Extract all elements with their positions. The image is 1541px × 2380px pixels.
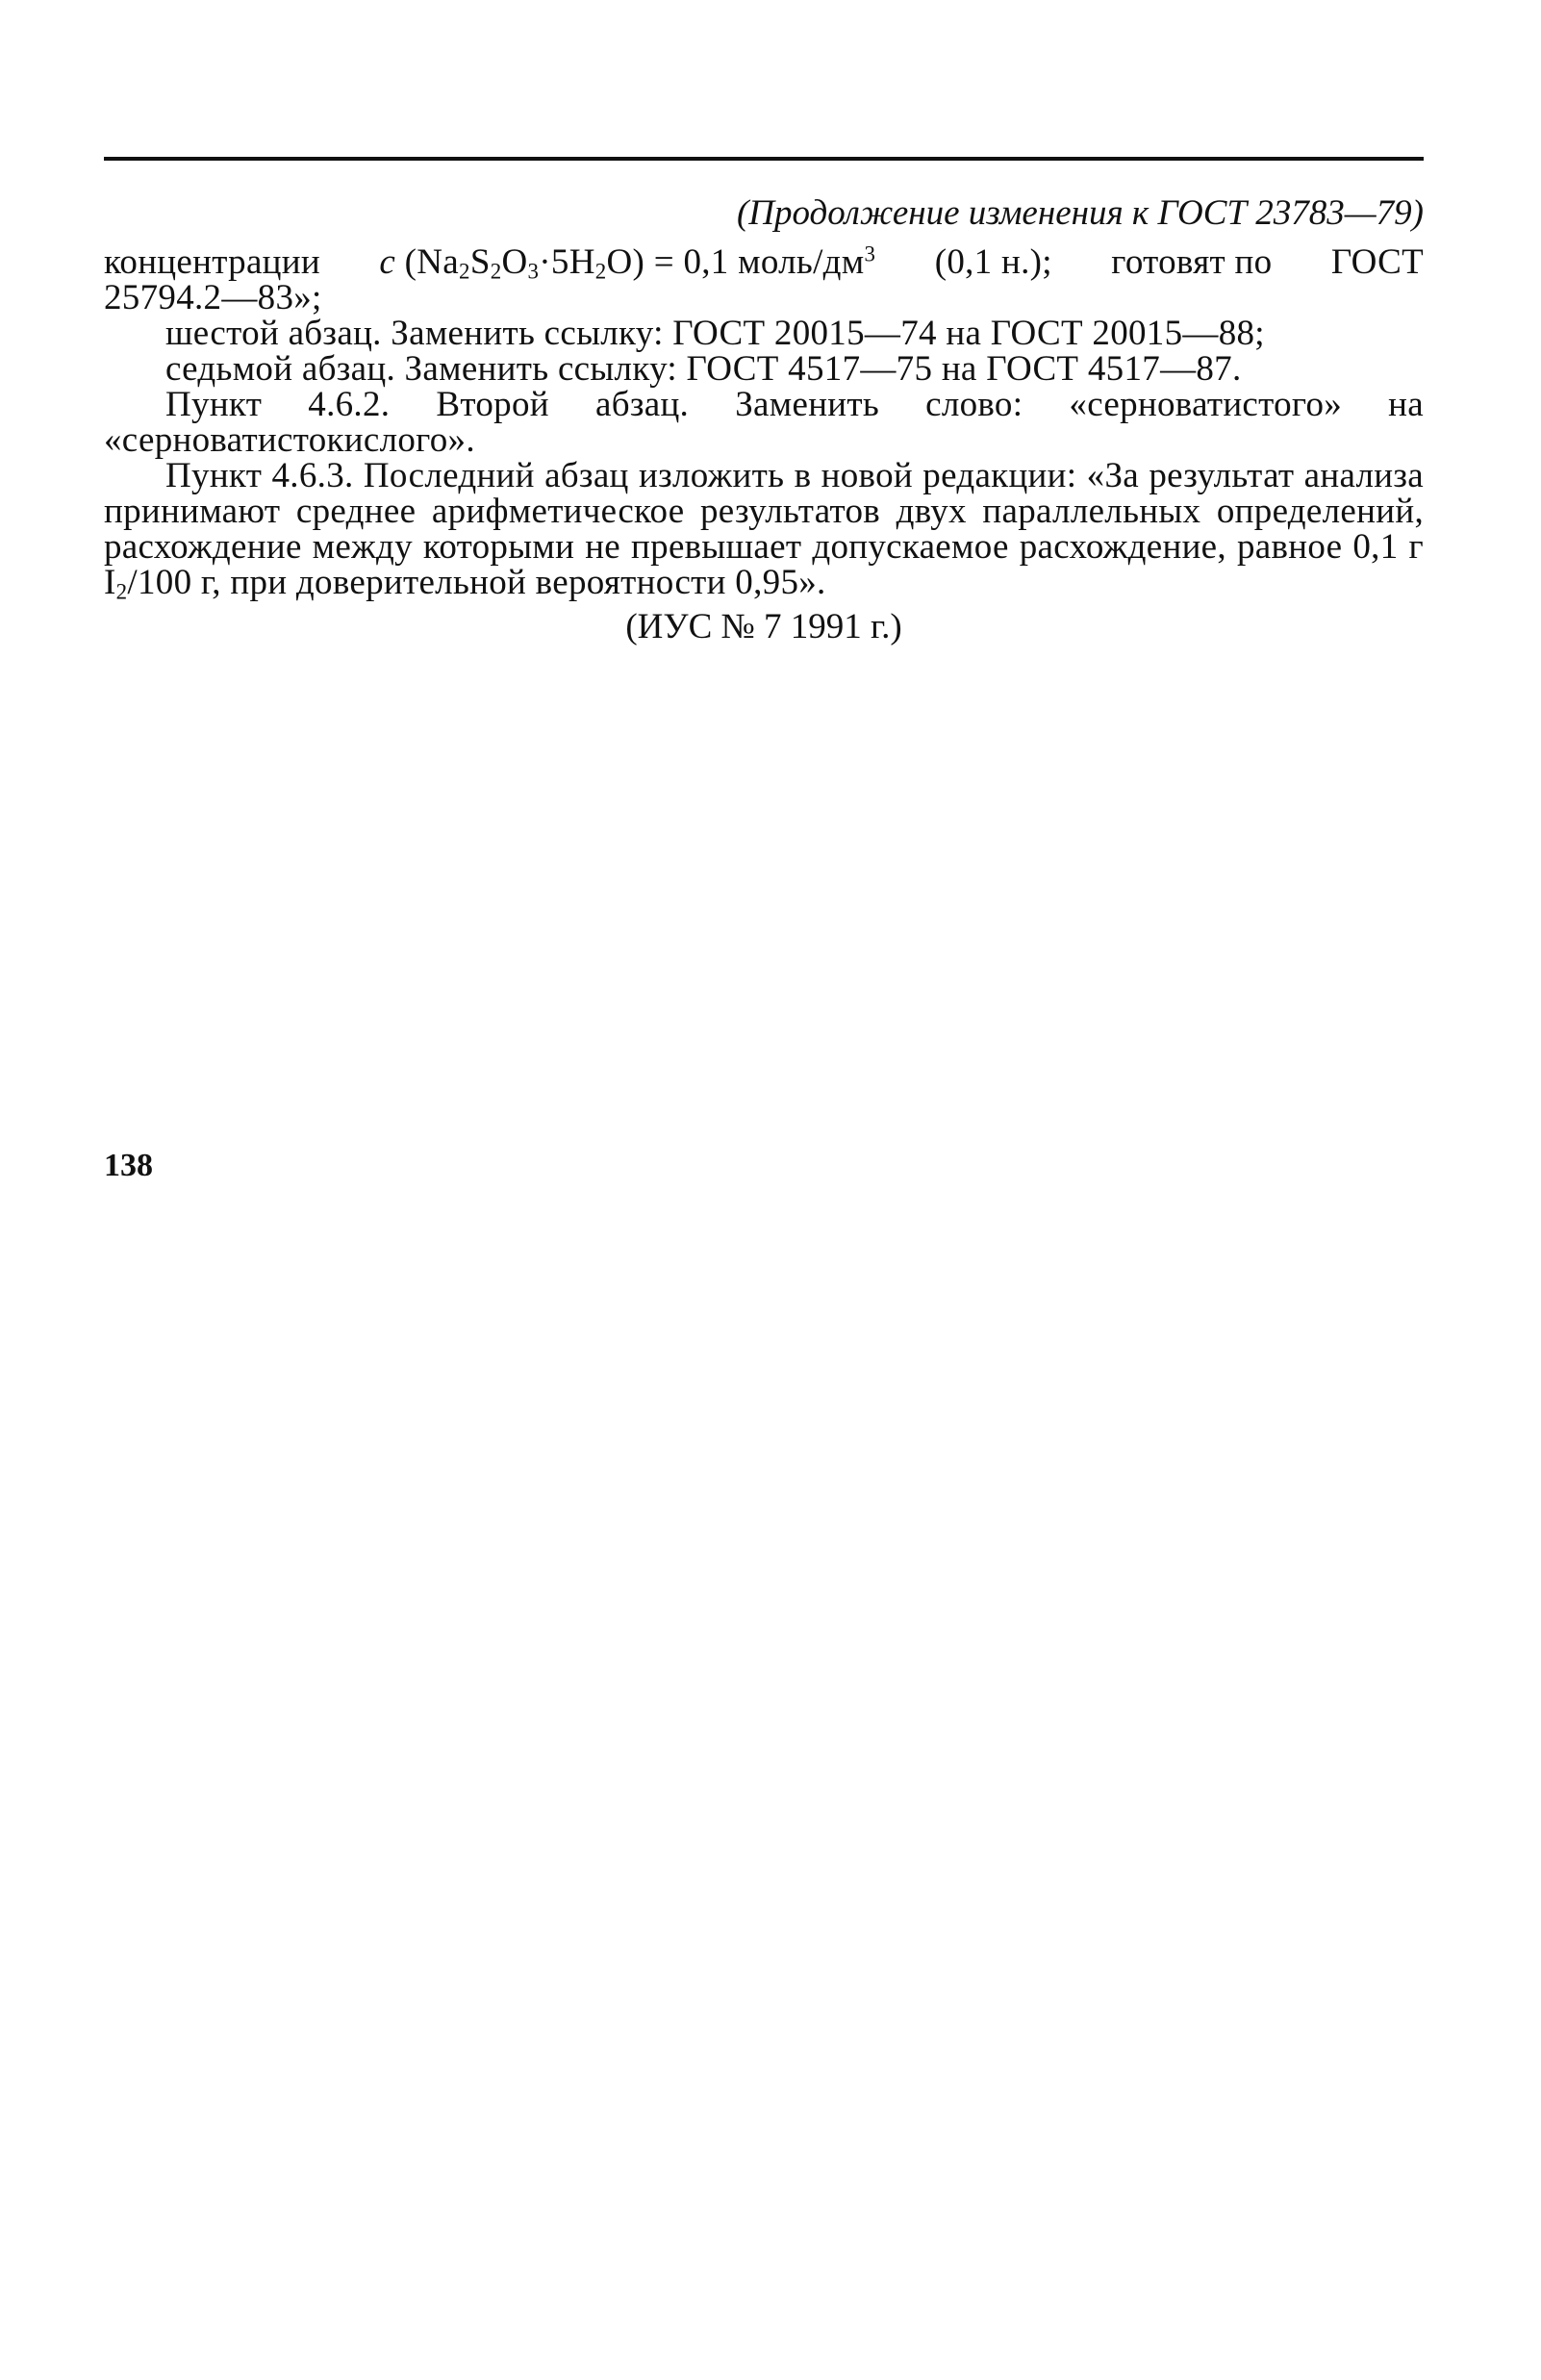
prepare-text: готовят по: [1111, 242, 1273, 282]
word-concentration: концентрации: [104, 242, 320, 282]
continuation-header: (Продолжение изменения к ГОСТ 23783—79): [736, 193, 1424, 233]
paragraph-seventh-abzac: седьмой абзац. Заменить ссылку: ГОСТ 4517—75 на ГОСТ 4517—87.: [165, 349, 1242, 389]
paragraph-sixth-abzac: шестой абзац. Заменить ссылку: ГОСТ 20015—74 на ГОСТ 20015—88;: [165, 314, 1265, 353]
formula-concentration: c $(Na_2S_2O_3\cdot 5H_2O) = 0,1$ моль/$дм^3$: [379, 241, 876, 284]
paragraph-concentration-line-1: [104, 241, 1424, 284]
source-note: (ИУС № 7 1991 г.): [625, 607, 902, 646]
gost-word: ГОСТ: [1330, 242, 1424, 282]
normality-note: (0,1 н.);: [934, 242, 1052, 282]
top-rule-divider: [104, 157, 1424, 161]
paragraph-item-4-6-2: Пункт 4.6.2. Второй абзац. Заменить слово: «серноватистого» на «серноватистокислого».: [104, 385, 1424, 460]
paragraph-item-4-6-3: Пункт 4.6.3. Последний абзац изложить в новой редакции: «За результат анализа принимают среднее арифметическое результатов двух параллельных определений, расхождение между которыми не превышает допускаемое расхождение, равное 0,1 г $I_2/100$ г, при доверительной вероятности 0,95».: [104, 456, 1424, 604]
document-body: [104, 241, 1424, 604]
paragraph-concentration-line-2: 25794.2—83»;: [104, 278, 322, 317]
page-number: 138: [104, 1148, 153, 1183]
